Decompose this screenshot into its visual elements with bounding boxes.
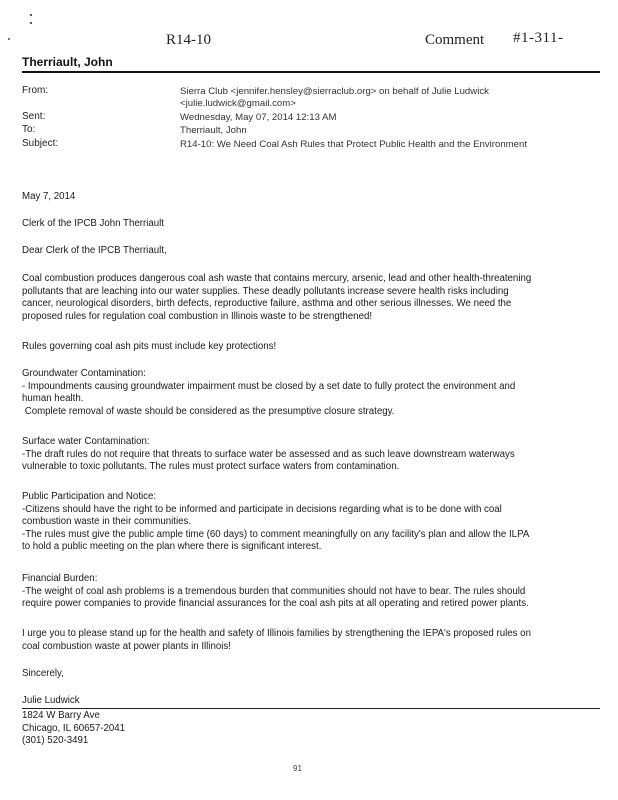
header-divider: [22, 71, 600, 73]
sent-value: Wednesday, May 07, 2014 12:13 AM: [180, 112, 337, 123]
from-value-line2: <julie.ludwick@gmail.com>: [180, 98, 296, 109]
intro-line: proposed rules for regulation coal combustion in Illinois waste to be strengthened!: [22, 310, 373, 322]
phone-number: (301) 520-3491: [22, 735, 89, 746]
to-value: Therriault, John: [180, 125, 247, 136]
closing-line: coal combustion waste at power plants in Illinois!: [22, 640, 231, 652]
section-heading: Groundwater Contamination:: [22, 368, 146, 379]
section-heading: Financial Burden:: [22, 573, 98, 584]
signature-divider: [22, 708, 600, 709]
section-line: vulnerable to toxic pollutants. The rules must protect surface waters from contamination.: [22, 461, 400, 472]
scan-mark: [8, 38, 10, 40]
section-line: combustion waste in their communities.: [22, 516, 192, 527]
intro-line: cancer, neurological disorders, birth defects, reproductive failure, asthma and other serious illnesses. We need the: [22, 298, 512, 309]
section-line: human health.: [22, 393, 84, 404]
page-number: 91: [293, 764, 302, 773]
signer-name: Julie Ludwick: [22, 695, 80, 706]
letter-recipient: Clerk of the IPCB John Therriault: [22, 218, 164, 229]
section-line: -Citizens should have the right to be informed and participate in decisions regarding what is to be done with coal: [22, 503, 502, 515]
section-line: - Impoundments causing groundwater impairment must be closed by a set date to fully protect the environment and: [22, 380, 516, 392]
sent-label: Sent:: [22, 111, 46, 122]
section-line: -The weight of coal ash problems is a tremendous burden that communities should not have to bear. The rules should: [22, 585, 526, 597]
closing-line: I urge you to please stand up for the health and safety of Illinois families by strengthening the IEPA's proposed rules on: [22, 628, 531, 639]
scan-mark: [30, 22, 32, 24]
letter-date: May 7, 2014: [22, 191, 76, 202]
subject-label: Subject:: [22, 138, 59, 149]
from-value-line1: Sierra Club <jennifer.hensley@sierraclub.org> on behalf of Julie Ludwick: [180, 86, 489, 97]
comment-stamp-number: #1-311-: [513, 30, 564, 46]
financial-burden-section: [22, 573, 582, 611]
section-line: -The rules must give the public ample time (60 days) to comment meaningfully on any facility's plan and allow the ILPA: [22, 528, 530, 540]
scan-mark: [30, 14, 32, 16]
to-label: To:: [22, 124, 36, 135]
section-line: Complete removal of waste should be considered as the presumptive closure strategy.: [22, 405, 395, 417]
comment-stamp-label: Comment: [425, 32, 485, 48]
intro-line: Coal combustion produces dangerous coal ash waste that contains mercury, arsenic, lead and other health-threatening: [22, 273, 532, 284]
section-heading: Public Participation and Notice:: [22, 491, 157, 502]
surface-water-section: [22, 436, 582, 474]
section-line: require power companies to provide financial assurances for the coal ash pits at all operating and retired power plants.: [22, 598, 529, 609]
address-line: 1824 W Barry Ave: [22, 710, 100, 721]
subject-value: R14-10: We Need Coal Ash Rules that Protect Public Health and the Environment: [180, 139, 527, 150]
letter-greeting: Dear Clerk of the IPCB Therriault,: [22, 245, 167, 256]
protections-line: Rules governing coal ash pits must include key protections!: [22, 341, 277, 352]
intro-line: pollutants that are leaching into our water supplies. These deadly pollutants increase severe health risks including: [22, 285, 509, 297]
sender-name: Therriault, John: [22, 55, 113, 69]
signer-address: [22, 710, 582, 748]
groundwater-section: [22, 368, 582, 418]
from-value: [180, 86, 489, 110]
intro-paragraph: [22, 273, 582, 323]
section-line: to hold a public meeting on the plan where there is significant interest.: [22, 541, 322, 552]
section-heading: Surface water Contamination:: [22, 436, 150, 447]
docket-stamp: R14-10: [166, 32, 211, 48]
sign-off: Sincerely,: [22, 668, 64, 679]
closing-request: [22, 628, 582, 653]
section-line: -The draft rules do not require that threats to surface water be assessed and as such leave downstream waterways: [22, 448, 515, 460]
address-line: Chicago, IL 60657-2041: [22, 722, 126, 734]
from-label: From:: [22, 85, 49, 96]
public-participation-section: [22, 491, 582, 554]
